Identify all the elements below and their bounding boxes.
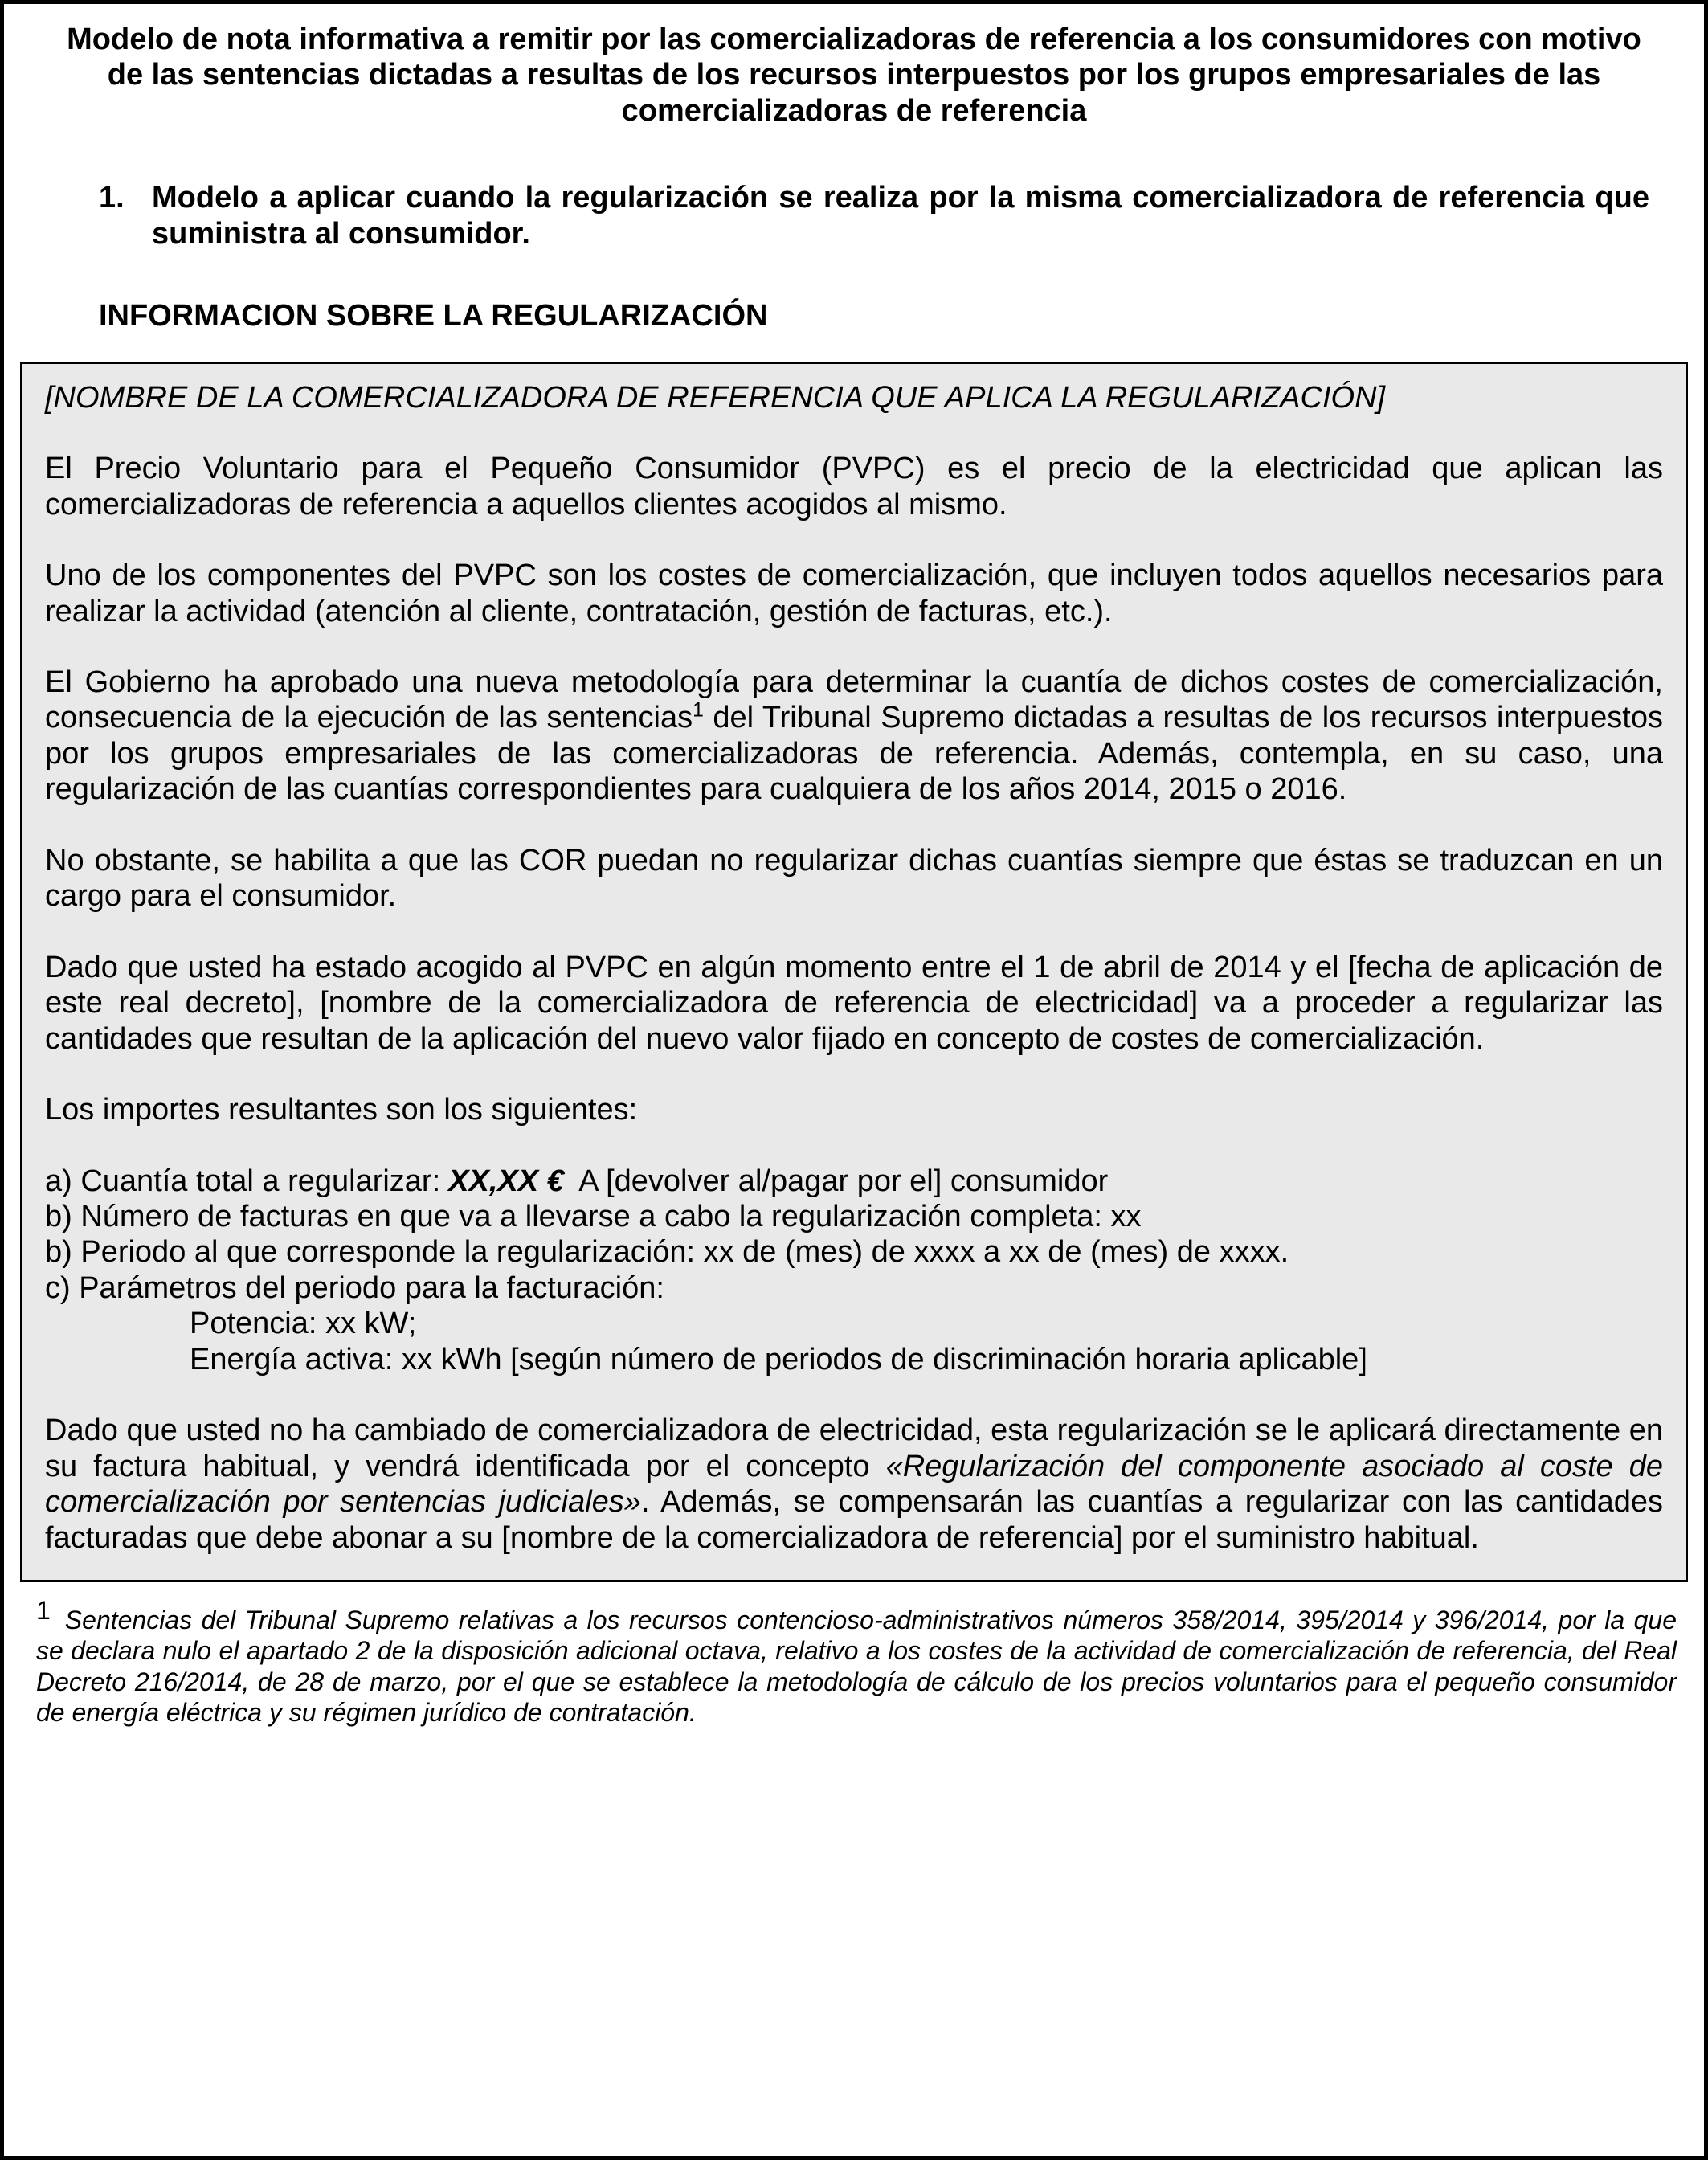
numbered-item-1-number: 1. xyxy=(99,181,125,215)
list-item-a-label: a) Cuantía total a regularizar: xyxy=(45,1164,441,1198)
paragraph-dado-acogido: Dado que usted ha estado acogido al PVPC en algún momento entre el 1 de abril de 2014 y el [fecha de aplicación de este real decreto], [nombre de la comercializadora de referencia de electricidad] va a proceder a regularizar las cantidades que resultan de la aplicación del nuevo valor fijado en concepto de costes de comercialización. xyxy=(45,950,1663,1056)
list-item-a xyxy=(45,1164,1663,1199)
footnote-text: Sentencias del Tribunal Supremo relativas a los recursos contencioso-administrativos números 358/2014, 395/2014 y 396/2014, por la que se declara nulo el apartado 2 de la disposición adicional octava, relativo a los costes de la actividad de comercialización de referencia, del Real Decreto 216/2014, de 28 de marzo, por el que se establece la metodología de cálculo de los precios voluntarios para el pequeño consumidor de energía eléctrica y su régimen jurídico de contratación. xyxy=(36,1606,1677,1728)
footnote-number: 1 xyxy=(36,1596,51,1626)
list-item-c: c) Parámetros del periodo para la facturación: xyxy=(45,1270,664,1305)
paragraph-componentes: Uno de los componentes del PVPC son los costes de comercialización, que incluyen todos aquellos necesarios para realizar la actividad (atención al cliente, contratación, gestión de facturas, etc.). xyxy=(45,558,1663,628)
list-item-c-energia: Energía activa: xx kWh [según número de periodos de discriminación horaria aplicable] xyxy=(190,1342,1367,1377)
paragraph-no-cambiado-part1: Dado que usted no ha cambiado de comercializadora de electricidad, esta regularización se le aplicará directamente en su factura habitual, y vendrá identificada por el concepto xyxy=(45,1413,1663,1483)
amount-placeholder: XX,XX € xyxy=(448,1164,564,1198)
list-item-b2: b) Periodo al que corresponde la regularización: xx de (mes) de xxxx a xx de (mes) de xxxx. xyxy=(45,1235,1289,1270)
info-box-header: [NOMBRE DE LA COMERCIALIZADORA DE REFERENCIA QUE APLICA LA REGULARIZACIÓN] xyxy=(45,380,1386,415)
footnote-ref-superscript: 1 xyxy=(693,699,704,722)
numbered-item-1-text: Modelo a aplicar cuando la regularización se realiza por la misma comercializadora de referencia que suministra al consumidor. xyxy=(152,181,1649,251)
paragraph-pvpc-definition: El Precio Voluntario para el Pequeño Consumidor (PVPC) es el precio de la electricidad que aplican las comercializadoras de referencia a aquellos clientes acogidos al mismo. xyxy=(45,452,1663,522)
numbered-item-1 xyxy=(99,180,1649,252)
paragraph-gobierno-metodologia xyxy=(45,665,1663,808)
paragraph-gobierno-part2: del Tribunal Supremo dictadas a resultas de los recursos interpuestos por los grupos empresariales de las comercializadoras de referencia. Además, contempla, en su caso, una regularización de las cuantías correspondientes para cualquiera de los años 2014, 2015 o 2016. xyxy=(45,701,1663,807)
list-item-b1: b) Número de facturas en que va a llevarse a cabo la regularización completa: xx xyxy=(45,1199,1142,1233)
concepto-regularizacion-italic: «Regularización del componente asociado al coste de comercialización por sentencias judiciales» xyxy=(45,1449,1664,1520)
paragraph-no-cambiado-part2: . Además, se compensarán las cuantías a regularizar con las cantidades facturadas que debe abonar a su [nombre de la comercializadora de referencia] por el suministro habitual. xyxy=(45,1485,1663,1555)
paragraph-no-obstante: No obstante, se habilita a que las COR puedan no regularizar dichas cuantías siempre que éstas se traduzcan en un cargo para el consumidor. xyxy=(45,843,1663,914)
document-title: Modelo de nota informativa a remitir por las comercializadoras de referencia a los consumidores con motivo de las sentencias dictadas a resultas de los recursos interpuestos por los grupos empresariales de las comercializadoras de referencia xyxy=(67,22,1641,128)
info-box xyxy=(20,362,1688,1582)
list-item-a-suffix: A [devolver al/pagar por el] consumidor xyxy=(571,1164,1109,1198)
paragraph-no-cambiado xyxy=(45,1413,1663,1556)
paragraph-gobierno-part1: El Gobierno ha aprobado una nueva metodología para determinar la cuantía de dichos costes de comercialización, consecuencia de la ejecución de las sentencias xyxy=(45,665,1663,735)
paragraph-importes-intro: Los importes resultantes son los siguientes: xyxy=(45,1093,638,1127)
footnote xyxy=(36,1596,1677,1728)
section-heading: INFORMACION SOBRE LA REGULARIZACIÓN xyxy=(99,299,768,333)
list-item-c-potencia: Potencia: xx kW; xyxy=(190,1307,417,1341)
